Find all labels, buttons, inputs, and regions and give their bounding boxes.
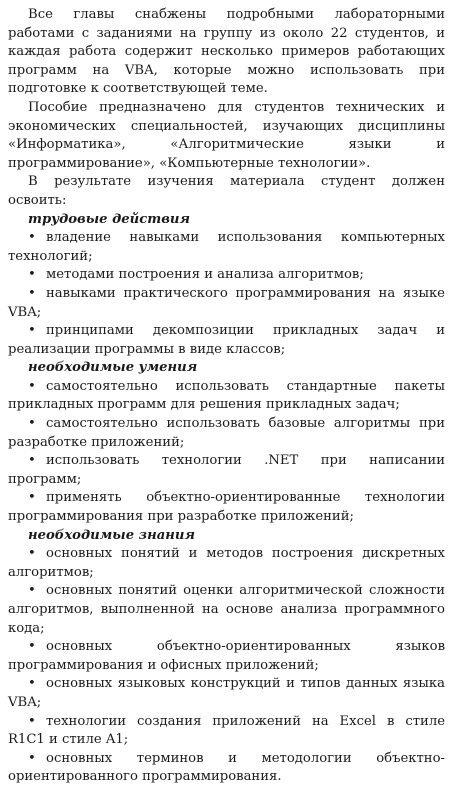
list-item [8,489,445,526]
list-item [8,415,445,452]
list-item-text: основных понятий оценки алгоритмической сложности алгоритмов, выполненной на основе анализа программного кода; [8,583,445,636]
list-item-text: методами построения и анализа алгоритмов; [46,267,364,283]
list-item-text: принципами декомпозиции прикладных задач и реализации программы в виде классов; [8,323,445,357]
bullet-icon: • [28,416,36,432]
list-item-text: технологии создания приложений на Excel в стиле R1C1 и стиле A1; [8,713,445,748]
section-heading-labor-actions: трудовые действия [28,211,190,227]
list-item-text: самостоятельно использовать стандартные пакеты прикладных программ для решения прикладных задач; [8,378,445,413]
bullet-icon: • [28,378,36,394]
bullet-icon: • [28,676,36,692]
bullet-icon: • [28,323,36,339]
list-item-text: основных терминов и методологии объектно-ориентированного программирования. [8,750,445,785]
list-item [8,285,445,322]
bullet-icon: • [28,453,36,469]
list-item [8,266,445,285]
paragraph-audience: Пособие предназначено для студентов технических и экономических специальностей, изучающих дисциплины «Информатика», «Алгоритмические языки и программирование», «Компьютерные технологии». [8,99,445,171]
list-item-text: основных понятий и методов построения дискретных алгоритмов; [8,546,445,580]
bullet-icon: • [28,583,36,599]
bullet-icon: • [28,285,36,301]
bullet-icon: • [28,230,36,246]
list-item-text: основных объектно-ориентированных языков программирования и офисных приложений; [8,639,445,673]
bullet-icon: • [28,546,36,562]
bullet-icon: • [28,490,36,506]
paragraph-intro: Все главы снабжены подробными лабораторными работами с заданиями на группу из около 22 студентов, и каждая работа содержит несколько примеров работающих программ на VBA, которые можно использовать при подготовке к соответствующей теме. [8,7,445,97]
list-item-text: владение навыками использования компьютерных технологий; [8,230,445,264]
paragraph-outcomes: В результате изучения материала студент должен освоить: [8,174,445,208]
bullet-icon: • [28,750,36,766]
section-heading-required-knowledge: необходимые знания [28,527,195,543]
list-item [8,750,445,787]
list-item [8,378,445,415]
bullet-icon: • [28,267,36,283]
list-item [8,322,445,359]
list-item [8,545,445,582]
section-heading-required-skills: необходимые умения [28,360,198,376]
list-item-text: основных языковых конструкций и типов данных языка VBA; [8,676,445,710]
list-item-text: применять объектно-ориентированные технологии программирования при разработке приложений; [8,490,445,525]
list-item [8,675,445,712]
list-item-text: навыками практического программирования на языке VBA; [8,285,445,320]
bullet-icon: • [28,713,36,729]
body-text [8,6,445,787]
list-item [8,229,445,266]
list-item [8,638,445,675]
bullet-icon: • [28,639,36,655]
list-item [8,452,445,489]
list-item [8,582,445,638]
list-item [8,713,445,750]
list-item-text: самостоятельно использовать базовые алгоритмы при разработке приложений; [8,416,445,450]
list-item-text: использовать технологии .NET при написании программ; [8,453,445,487]
